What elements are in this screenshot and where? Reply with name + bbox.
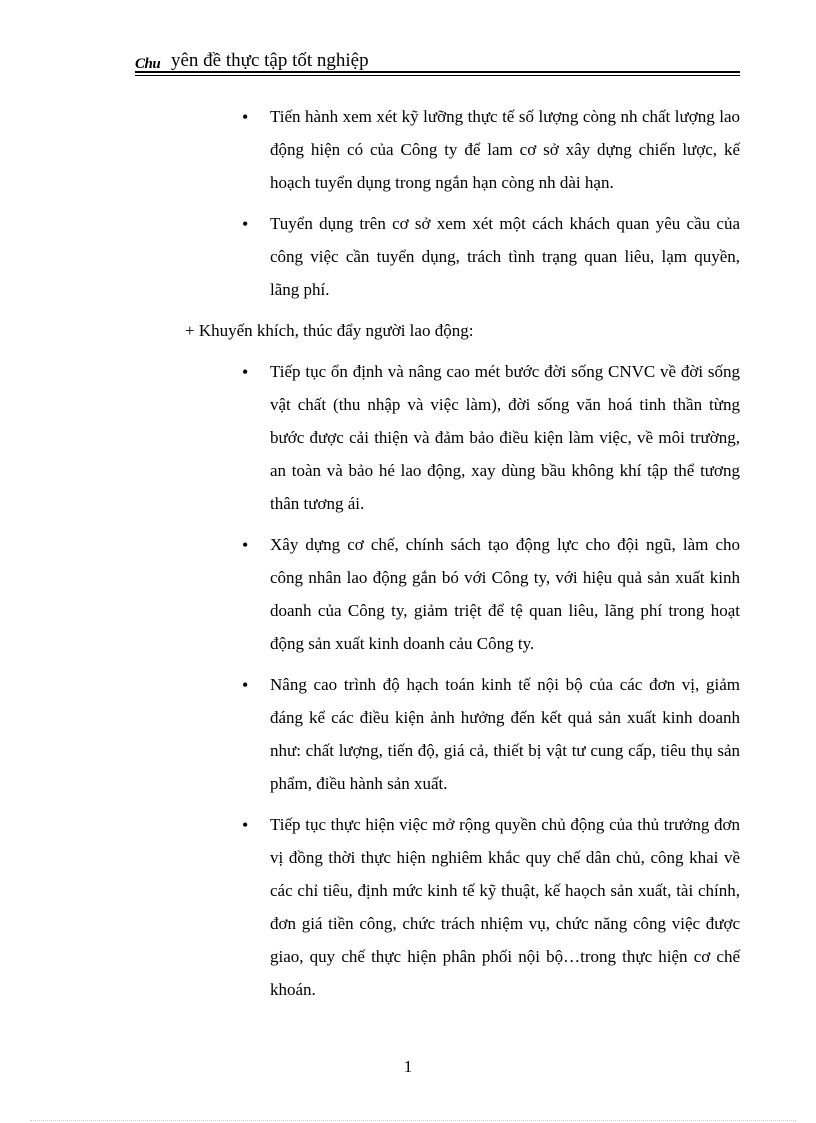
- section-heading: + Khuyến khích, thúc đẩy người lao động:: [185, 321, 474, 340]
- bullet-list-recruitment: [185, 100, 740, 306]
- header-rule: [135, 71, 740, 73]
- bullet-icon: •: [242, 815, 249, 835]
- list-item: [185, 355, 740, 520]
- paragraph: Nâng cao trình độ hạch toán kinh tế nội bộ của các đơn vị, giảm đáng kể các điều kiện ảnh hưởng đến kết quả sản xuất kinh doanh như: chất lượng, tiến độ, giá cả, thiết bị vật tư cung cấp, tiêu thụ sản phẩm, điều hành sản xuất.: [270, 675, 740, 793]
- page-bottom-border: [30, 1120, 796, 1121]
- paragraph: Xây dựng cơ chế, chính sách tạo động lực cho đội ngũ, làm cho công nhân lao động gắn bó với Công ty, với hiệu quả sản xuất kinh doanh của Công ty, giảm triệt để tệ quan liêu, lãng phí trong hoạt động sản xuất kinh doanh cảu Công ty.: [270, 535, 740, 653]
- paragraph: Tuyển dụng trên cơ sở xem xét một cách khách quan yêu cầu của công việc cần tuyển dụng, trách tình trạng quan liêu, lạm quyền, lãng phí.: [270, 214, 740, 299]
- list-item: [185, 207, 740, 306]
- page-header: [135, 50, 740, 72]
- bullet-icon: •: [242, 362, 249, 382]
- list-item: [185, 668, 740, 800]
- page-number: 1: [403, 1057, 413, 1076]
- list-item: [185, 808, 740, 1006]
- list-item: [185, 100, 740, 199]
- header-logo: Chu: [135, 56, 161, 72]
- bullet-list-motivation: [185, 355, 740, 1006]
- header-title: yên đề thực tập tốt nghiệp: [171, 50, 369, 71]
- bullet-icon: •: [242, 535, 249, 555]
- bullet-icon: •: [242, 214, 249, 234]
- list-item: [185, 528, 740, 660]
- paragraph: Tiếp tục thực hiện việc mở rộng quyền chủ động của thủ trưởng đơn vị đồng thời thực hiện nghiêm khắc quy chế dân chủ, công khai về các chỉ tiêu, định mức kinh tế kỹ thuật, kế haọch sản xuất, tài chính, đơn giá tiền công, chức trách nhiệm vụ, chức năng công việc được giao, quy chế thực hiện phân phối nội bộ…trong thực hiện cơ chế khoán.: [270, 815, 740, 999]
- paragraph: Tiến hành xem xét kỹ lưỡng thực tế số lượng còng nh chất lượng lao động hiện có của Công ty để lam cơ sở xây dựng chiến lược, kế hoạch tuyển dụng trong ngắn hạn còng nh dài hạn.: [270, 107, 740, 192]
- bullet-icon: •: [242, 675, 249, 695]
- header-rule-thin: [135, 75, 740, 76]
- paragraph: Tiếp tục ổn định và nâng cao mét bước đời sống CNVC về đời sống vật chất (thu nhập và việc làm), đời sống văn hoá tinh thần từng bước được cải thiện và đảm bảo điều kiện làm việc, về môi trường, an toàn và bảo hé lao động, xay dùng bầu không khí tập thể tương thân tương ái.: [270, 362, 740, 513]
- document-body: [185, 100, 740, 1014]
- bullet-icon: •: [242, 107, 249, 127]
